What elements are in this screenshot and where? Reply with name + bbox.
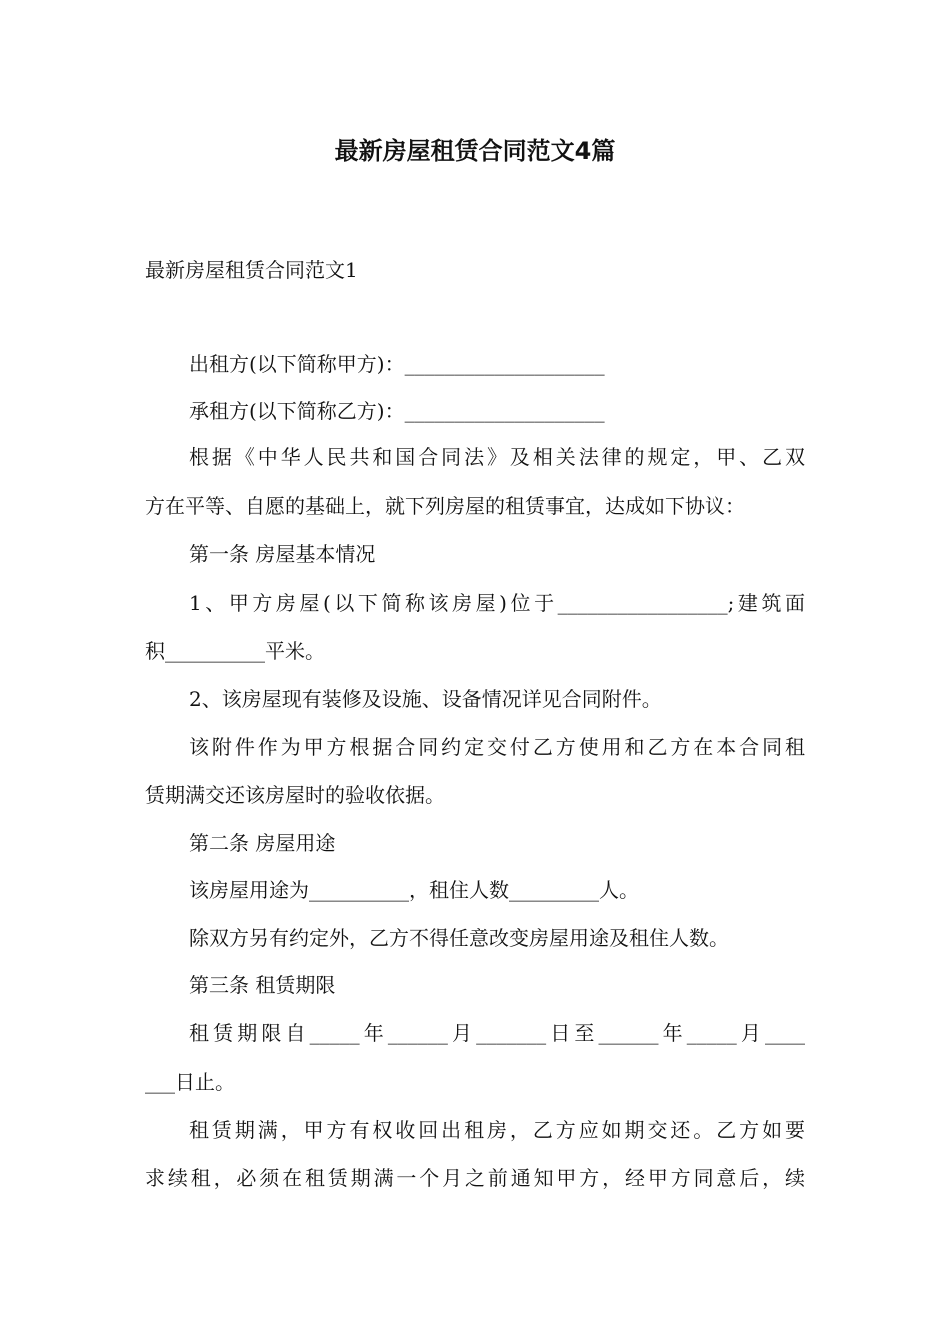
renewal-line-1: 租赁期满，甲方有权收回出租房，乙方应如期交还。乙方如要 [189,1118,805,1142]
clause-1-line-1: 1、甲方房屋(以下简称该房屋)位于_________________;建筑面 [189,591,805,615]
preamble-line-1: 根据《中华人民共和国合同法》及相关法律的规定，甲、乙双 [189,445,805,469]
clause-1-line-2: 积__________平米。 [145,639,325,663]
usage-restriction-line: 除双方另有约定外，乙方不得任意改变房屋用途及租住人数。 [189,926,729,950]
renewal-line-2: 求续租，必须在租赁期满一个月之前通知甲方，经甲方同意后，续 [145,1166,805,1190]
lessee-line: 承租方(以下简称乙方)：____________________ [189,399,605,423]
annex-line-1: 该附件作为甲方根据合同约定交付乙方使用和乙方在本合同租 [189,735,805,759]
article-1-heading: 第一条 房屋基本情况 [189,542,376,566]
clause-2-line: 2、该房屋现有装修及设施、设备情况详见合同附件。 [189,687,662,711]
article-3-heading: 第三条 租赁期限 [189,973,336,997]
section-heading: 最新房屋租赁合同范文1 [145,258,358,282]
preamble-line-2: 方在平等、自愿的基础上，就下列房屋的租赁事宜，达成如下协议： [145,494,745,518]
document-title: 最新房屋租赁合同范文4篇 [334,137,616,165]
lessor-line: 出租方(以下简称甲方)：____________________ [189,352,605,376]
usage-line: 该房屋用途为__________，租住人数_________人。 [189,878,639,902]
term-line-1: 租赁期限自_____年______月_______日至______年_____月____ [189,1021,805,1045]
article-2-heading: 第二条 房屋用途 [189,831,336,855]
term-line-2: ___日止。 [145,1070,235,1094]
annex-line-2: 赁期满交还该房屋时的验收依据。 [145,783,445,807]
